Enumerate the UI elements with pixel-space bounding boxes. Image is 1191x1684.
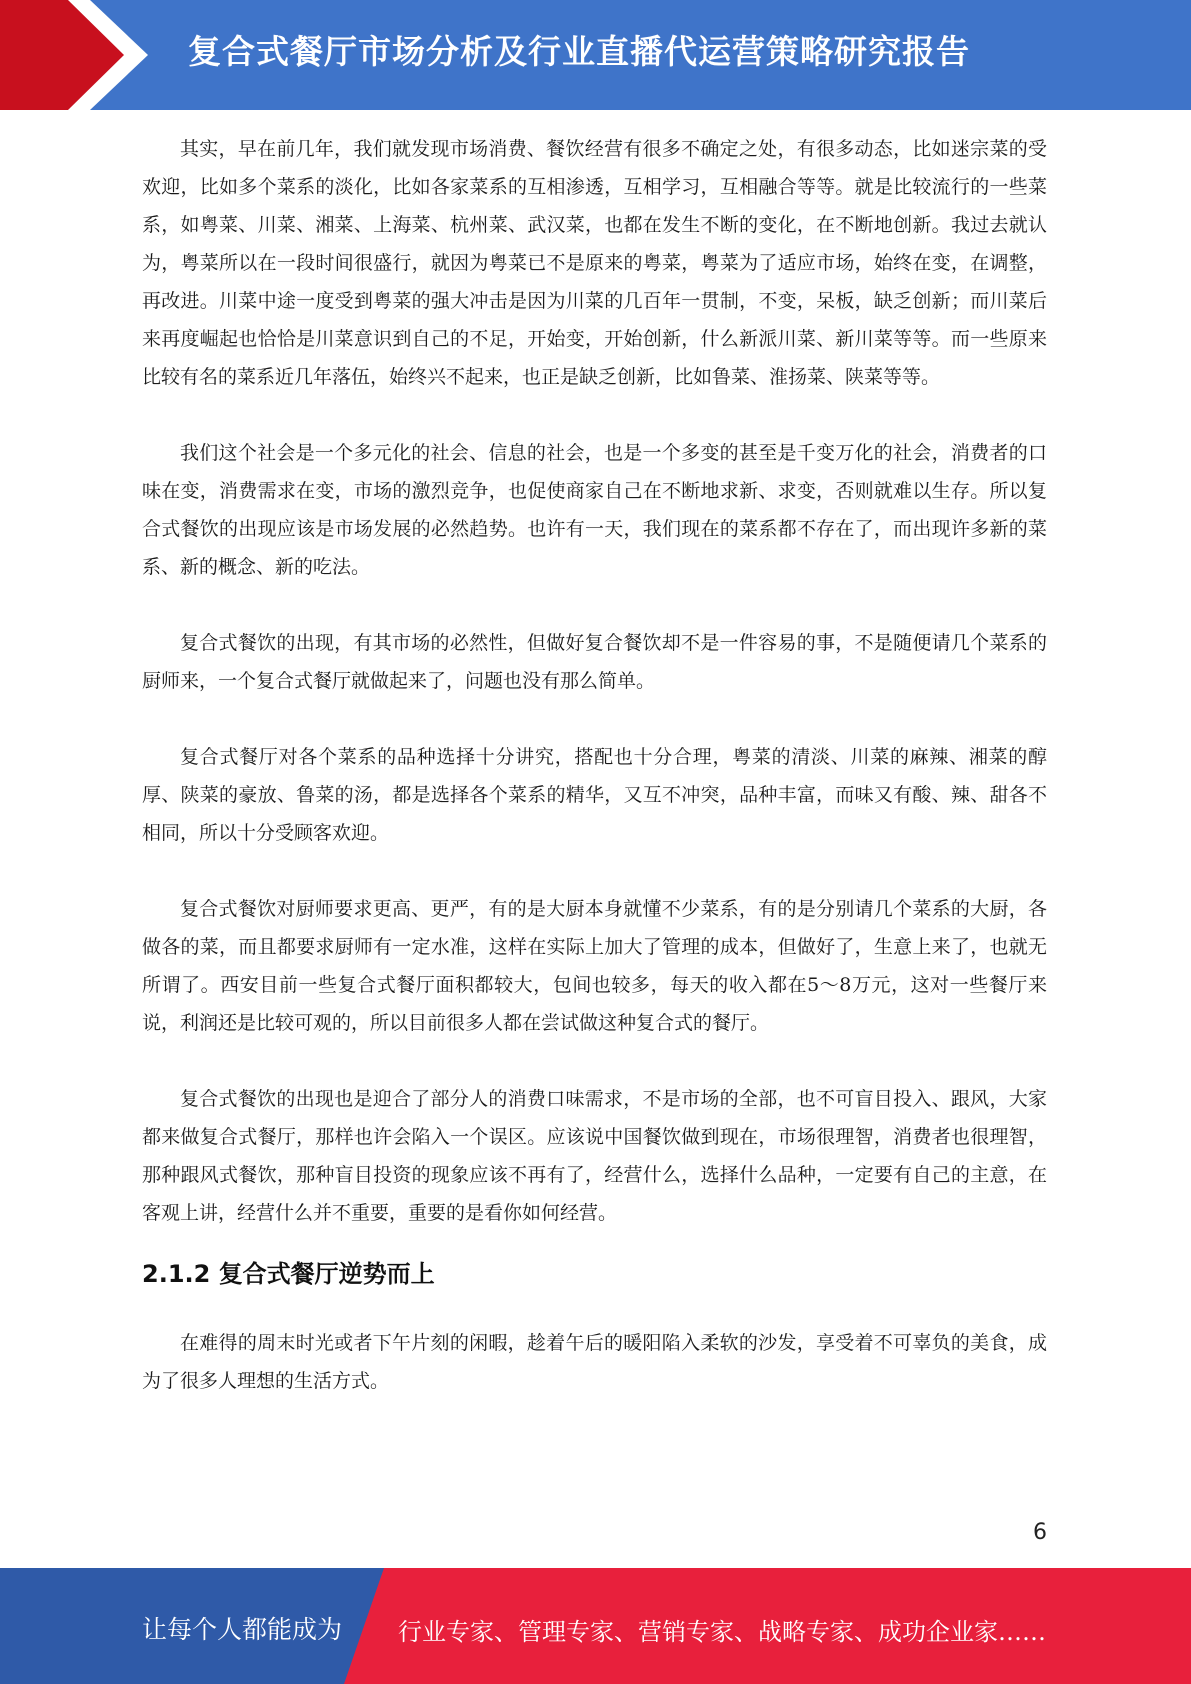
paragraph-1: 其实，早在前几年，我们就发现市场消费、餐饮经营有很多不确定之处，有很多动态，比如迷宗菜的受欢迎，比如多个菜系的淡化，比如各家菜系的互相渗透，互相学习，互相融合等等。就是比较流行的一些菜系，如粤菜、川菜、湘菜、上海菜、杭州菜、武汉菜，也都在发生不断的变化，在不断地创新。我过去就认为，粤菜所以在一段时间很盛行，就因为粤菜已不是原来的粤菜，粤菜为了适应市场，始终在变，在调整，再改进。川菜中途一度受到粤菜的强大冲击是因为川菜的几百年一贯制，不变，呆板，缺乏创新；而川菜后来再度崛起也恰恰是川菜意识到自己的不足，开始变，开始创新，什么新派川菜、新川菜等等。而一些原来比较有名的菜系近几年落伍，始终兴不起来，也正是缺乏创新，比如鲁菜、淮扬菜、陕菜等等。 (142, 138, 1047, 388)
header-arrow-icon (0, 0, 150, 110)
footer-slogan-right: 行业专家、管理专家、营销专家、战略专家、成功企业家…… (398, 1618, 1046, 1646)
page-number: 6 (1033, 1520, 1047, 1545)
page-footer (0, 1568, 1191, 1684)
page-content (142, 130, 1047, 1400)
report-title: 复合式餐厅市场分析及行业直播代运营策略研究报告 (188, 32, 970, 71)
page-header (0, 0, 1191, 110)
paragraph-5: 复合式餐饮对厨师要求更高、更严，有的是大厨本身就懂不少菜系，有的是分别请几个菜系的大厨，各做各的菜，而且都要求厨师有一定水准，这样在实际上加大了管理的成本，但做好了，生意上来了，也就无所谓了。西安目前一些复合式餐厅面积都较大，包间也较多，每天的收入都在5～8万元，这对一些餐厅来说，利润还是比较可观的，所以目前很多人都在尝试做这种复合式的餐厅。 (142, 898, 1047, 1034)
paragraph-4: 复合式餐厅对各个菜系的品种选择十分讲究，搭配也十分合理，粤菜的清淡、川菜的麻辣、湘菜的醇厚、陕菜的豪放、鲁菜的汤，都是选择各个菜系的精华，又互不冲突，品种丰富，而味又有酸、辣、甜各不相同，所以十分受顾客欢迎。 (142, 746, 1047, 844)
section-paragraph: 在难得的周末时光或者下午片刻的闲暇，趁着午后的暖阳陷入柔软的沙发，享受着不可辜负的美食，成为了很多人理想的生活方式。 (142, 1332, 1047, 1392)
paragraph-6: 复合式餐饮的出现也是迎合了部分人的消费口味需求，不是市场的全部，也不可盲目投入、跟风，大家都来做复合式餐厅，那样也许会陷入一个误区。应该说中国餐饮做到现在，市场很理智，消费者也很理智，那种跟风式餐饮，那种盲目投资的现象应该不再有了，经营什么，选择什么品种，一定要有自己的主意，在客观上讲，经营什么并不重要，重要的是看你如何经营。 (142, 1088, 1047, 1224)
section-heading: 2.1.2 复合式餐厅逆势而上 (142, 1260, 435, 1288)
paragraph-2: 我们这个社会是一个多元化的社会、信息的社会，也是一个多变的甚至是千变万化的社会，消费者的口味在变，消费需求在变，市场的激烈竞争，也促使商家自己在不断地求新、求变，否则就难以生存。所以复合式餐饮的出现应该是市场发展的必然趋势。也许有一天，我们现在的菜系都不存在了，而出现许多新的菜系、新的概念、新的吃法。 (142, 442, 1047, 578)
paragraph-3: 复合式餐饮的出现，有其市场的必然性，但做好复合餐饮却不是一件容易的事，不是随便请几个菜系的厨师来，一个复合式餐厅就做起来了，问题也没有那么简单。 (142, 632, 1047, 692)
footer-slogan-left: 让每个人都能成为 (142, 1615, 343, 1644)
